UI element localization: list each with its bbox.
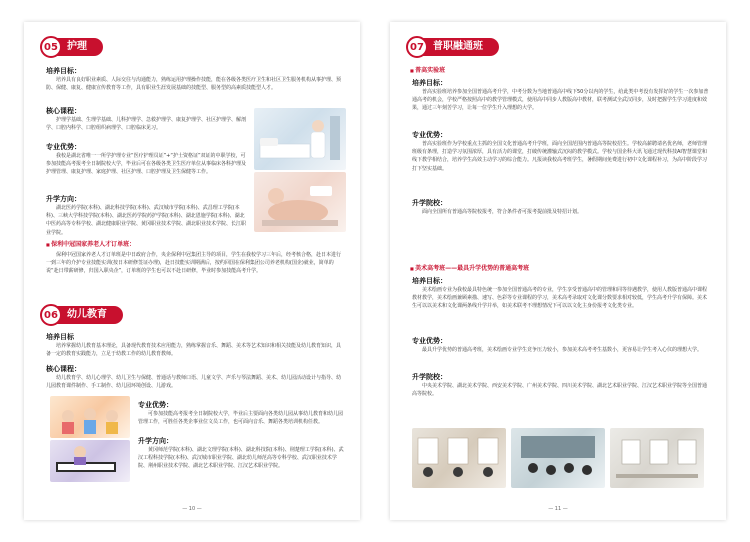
schools-heading: 升学院校： — [412, 199, 447, 207]
art-classroom-image — [412, 428, 506, 488]
page-number: — 11 — — [548, 506, 568, 512]
order-class-text: 保利中冠国家养老人才订单班是中日政府合作，央企保利中冠集团主导的项目，学生在我校学习三年后，经考核合格，赴日本进行一到三年的介护专业技能实训(按日本研修签证办理)，赴日技能实训期满后，按约回国在保利集团公司养老机构(国企)就业，简单的说“赴日带薪研修，归国入职央企”，订单班的学生也可以不赴日研修，毕业时参加技能高考升学。 — [46, 252, 342, 275]
section-title: 护理 — [67, 41, 87, 52]
course-heading: 核心课程： — [46, 107, 81, 115]
nursing-photo-practice — [254, 172, 346, 232]
upgrade-text: 湖北医药学院(本科)、湖北科技学院(本科)、武汉城市学院(本科)、武昌理工学院(本科)、三峡大学科技学院(本科)、湖北医药学院药护学院(本科)、湖北恩施学院(本科)、湖北中医药高等专科学校、湖北健康职业学院、黄冈职业技术学院、湖北职业技术学院、长江职业学院。 — [46, 205, 247, 236]
preschool-photo-kids — [50, 396, 130, 438]
kids-class-image — [50, 396, 130, 438]
course-text: 幼儿教育学、幼儿心理学、幼儿卫生与保健、普通话与教师口语、儿童文学、声乐与琴法舞蹈、美术、幼儿园活动设计与指导、幼儿园教育课件制作、手工制作、幼儿园环境创设、儿游戏。 — [46, 375, 342, 390]
preschool-upgrade — [138, 436, 344, 471]
schools-text: 面向全国所有普通高等院校报考，符合条件者可报考提前批及特招计划。 — [422, 209, 583, 215]
art-photo-students — [511, 428, 605, 488]
preschool-goal — [46, 332, 344, 358]
section-header-general-vocational — [410, 38, 499, 56]
advantage-text: 可参加技能高考报考全日制院校大学，毕业后主要面向各类幼儿园从事幼儿教育和幼儿园管理工作，可胜任各类企事业位文员工作，也可面向音乐、舞蹈各类培训机构任教。 — [138, 411, 344, 426]
goal-heading: 培养目标： — [412, 79, 447, 87]
preschool-course — [46, 364, 344, 390]
experimental-advantage — [412, 130, 710, 173]
goal-text: 培养掌握幼儿教育基本理论，具备现代教育技术应用能力，熟练掌握音乐、舞蹈、美术等艺术知识和相关技能及幼儿教育知识，具备一定的教育实践能力，立足于幼教工作的幼儿教育教师。 — [46, 343, 342, 358]
course-text: 护理学基础、生理学基础、儿科护理学、急救护理学、康复护理学、社区护理学、解剖学、口腔内科学、口腔组织病理学、口腔临床见习。 — [46, 117, 247, 132]
experimental-goal — [412, 78, 710, 113]
nursing-advantage — [46, 142, 246, 177]
left-page — [24, 22, 360, 520]
art-goal — [412, 276, 710, 311]
nursing-upgrade — [46, 194, 246, 237]
art-photo-studio — [610, 428, 704, 488]
advantage-text: 普高实验班作为学校重点主抓的全国文化普通高考升学班，面向全国范围内普通高等院校招生。学校高薪聘请名优名师，老师管理班级有条理，打造学习氛围浓厚，具有活力的课堂，打破传统灌输式沉闷的教学模式。学校与国企科大讯飞通过现代科技AI智慧课堂和线下教学相结合，培养学生高效主动学习的综合能力。凡报读我校高考班学生，暑假期间免费进行初中文化课程补习，为高中阶段学习打下坚实基础。 — [412, 141, 708, 172]
section-title: 幼儿教育 — [67, 309, 107, 320]
right-page — [390, 22, 726, 520]
art-class-heading: ■ 美术高考班——最具升学优势的普通高考班 — [410, 264, 710, 273]
section-number: 05 — [40, 36, 62, 58]
nursing-course — [46, 106, 246, 132]
goal-heading: 培养目标： — [412, 277, 447, 285]
experimental-class-heading: ■ 普高实验班 — [410, 66, 710, 75]
nursing-practice-image — [254, 172, 346, 232]
advantage-text: 最具升学优势的普通高考班，美术绘画专业学生竞争压力较小，参加美术高考考生基数小，更容易让学生考入心仪的理想大学。 — [422, 347, 703, 353]
goal-text: 普高实验班培养参加全国普通高考升学，中考分数为当地普通高中线下50分以内的学生，给此类中考没有发挥好的学生一次参加普通高考的机会，学校严格按照高中的教学管理模式，使用高中同步人教版高中教材，联考测试全武汉同步，及时把握学生学习进度和效果，通过三年刻苦学习，让每一位学生升入理想的大学。 — [412, 89, 709, 112]
section-title: 普职融通班 — [433, 41, 483, 52]
section-number: 06 — [40, 304, 62, 326]
goal-text: 美术绘画专业为我校最具特色统一参加全国普通高考的专业，学生享受普通高中的管理和同等待遇教学，使用人教版普通高中课程教材教学，美术绘画兼顾素描、速写、色彩等专业课程的学习，美术高考录取对文化课分数要求相对较低，学生高考升学有保障。美术生可以以美术和文化课两条线升学并举，如美术联考不理想情况下可以以文化主身份报考文化类专业。 — [412, 287, 708, 310]
nurse-ward-image — [254, 108, 346, 170]
art-schools — [412, 372, 710, 398]
nursing-photo-ward — [254, 108, 346, 170]
piano-class-image — [50, 440, 130, 482]
upgrade-text: 黄冈师范学院(本科)、湖北文理学院(本科)、湖北科技院(本科)、荆楚理工学院(本科)、武汉工程科技学院(本科)、武汉城市职业学院、湖北幼儿师范高等专科学校、武汉职业技术学院、荆州职业技术学院、湖北艺术职业学院、江汉艺术职业学院。 — [138, 447, 344, 470]
section-header-preschool — [44, 306, 123, 324]
advantage-heading: 专业优势： — [46, 143, 81, 151]
nursing-goal — [46, 66, 344, 92]
advantage-heading: 专业优势： — [412, 131, 447, 139]
experimental-schools — [412, 198, 710, 216]
upgrade-heading: 升学方向： — [138, 437, 173, 445]
preschool-advantage — [138, 400, 344, 426]
section-number: 07 — [406, 36, 428, 58]
art-advantage — [412, 336, 710, 354]
advantage-heading: 专业优势： — [138, 401, 173, 409]
section-header-nursing — [44, 38, 103, 56]
schools-heading: 升学院校： — [412, 373, 447, 381]
goal-heading: 培养目标 — [46, 333, 74, 341]
art-photo-classroom — [412, 428, 506, 488]
advantage-heading: 专业优势： — [412, 337, 447, 345]
order-class-heading: ■ 保利中冠国家养老人才订单班： — [46, 240, 344, 249]
goal-heading: 培养目标： — [46, 67, 81, 75]
art-students-image — [511, 428, 605, 488]
page-number: — 10 — — [182, 506, 202, 512]
preschool-photo-piano — [50, 440, 130, 482]
upgrade-heading: 升学方向： — [46, 195, 81, 203]
course-heading: 核心课程： — [46, 365, 81, 373]
art-studio-image — [610, 428, 704, 488]
goal-text: 培养具有良好职业素质、人际交往与沟通能力，熟练运用护理操作技能，能在各级各类医疗卫生和社区卫生服务机构从事护理、预防、保健、康复、健康宣传教育等工作，具有职业生涯发展基础的技能型、服务型的高素质技能型人才。 — [46, 77, 342, 92]
advantage-text: 我校是湖北省唯一一所学护理专业“医疗护理员证”+“护士资格证”双证的中职学校，可参加技能高考报考全日制院校大学，毕业后可在各级各类卫生医疗单位从事临床各科护理及护理管理、康复护理、家庭护理、社区护理、口腔护理及卫生保健等工作。 — [46, 153, 247, 176]
schools-text: 中央美术学院、湖北美术学院、西安美术学院、广州美术学院、四川美术学院、湖北艺术职业学院、江汉艺术职业学院等全国普通高等院校。 — [412, 383, 708, 398]
